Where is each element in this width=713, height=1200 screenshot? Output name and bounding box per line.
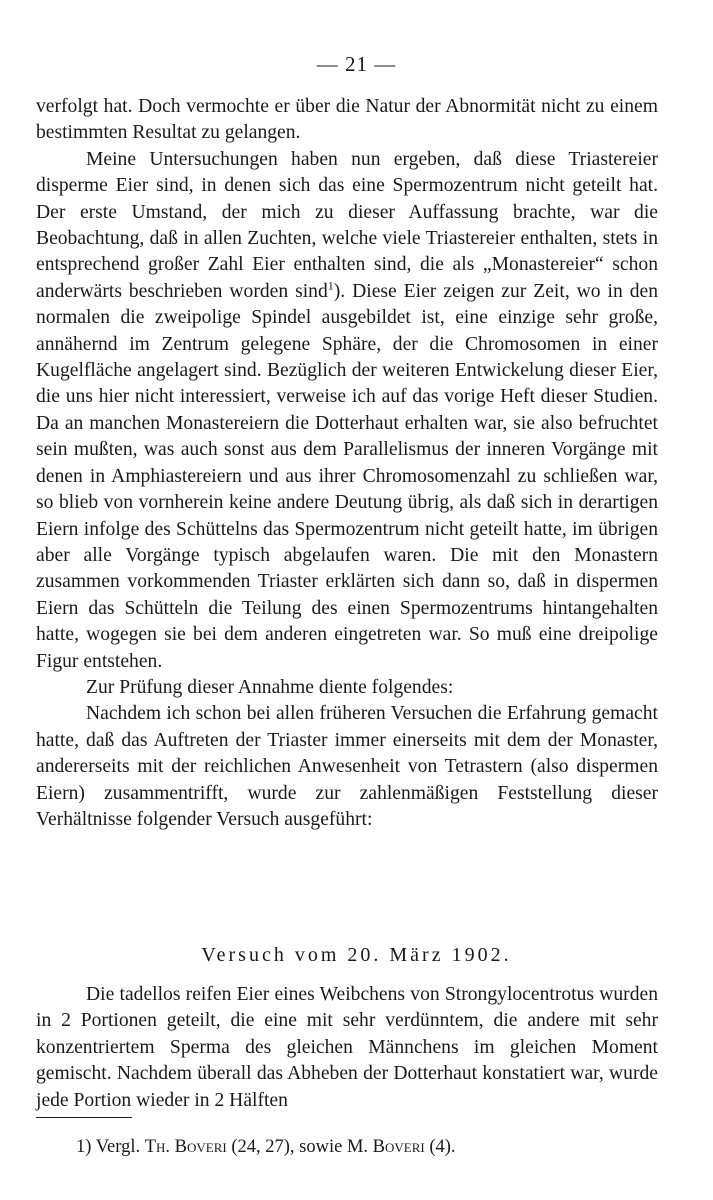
paragraph: Nachdem ich schon bei allen früheren Versuchen die Erfahrung gemacht hatte, daß das Auftreten der Triaster immer einerseits mit dem der Monaster, andererseits mit der reichlichen Anwesenheit von Tetrastern (also dispermen Eiern) zusammentrifft, wurde zur zahlenmäßigen Feststellung dieser Verhältnisse folgender Versuch ausgeführt: xyxy=(36,703,658,830)
footnote-text: Vergl. xyxy=(95,1137,141,1157)
page-number: — 21 — xyxy=(316,52,397,76)
main-text xyxy=(36,94,658,833)
paragraph-text: Meine Untersuchungen haben nun ergeben, daß diese Triastereier disperme Eier sind, in denen sich das eine Spermozentrum nicht geteilt hat. Der erste Umstand, der mich zu dieser Auffassung brachte, war die Beobachtung, daß in allen Zuchten, welche viele Triastereier enthalten, stets in entsprechend großer Zahl Eier enthalten sind, die als „Monastereier“ schon anderwärts beschrieben worden sind xyxy=(36,148,658,302)
footnote-author: Boveri xyxy=(372,1137,425,1157)
footnote-author: Boveri xyxy=(174,1137,227,1157)
footnote-marker: 1 xyxy=(327,278,334,293)
footnote-author-initial: Th. xyxy=(144,1137,171,1157)
paragraph-text: ). Diese Eier zeigen zur Zeit, wo in den normalen die zweipolige Spindel ausgebildet ist, eine einzige sehr große, annähernd im Zentrum gelegene Sphäre, der die Chromosomen in einer Kugelfläche angelagert sind. Bezüglich der weiteren Entwickelung dieser Eier, die uns hier nicht interessiert, verweise ich auf das vorige Heft dieser Studien. Da an manchen Monastereiern die Dotterhaut erhalten war, sie also befruchtet sein mußten, was auch sonst aus dem Parallelismus der inneren Vorgänge mit denen in Amphiastereiern und aus ihrer Chromosomenzahl zu schließen war, so blieb von vornherein keine andere Deutung übrig, als daß sich in derartigen Eiern infolge des Schüttelns das Spermozentrum nicht geteilt hatte, im übrigen aber alle Vorgänge typisch abgelaufen waren. Die mit den Monastern zusammen vorkommenden Triaster erklärten sich dann so, daß in dispermen Eiern das Schütteln die Teilung des einen Spermozentrums hintangehalten hatte, wogegen sie bei dem anderen eingetreten war. So muß eine dreipolige Figur entstehen. xyxy=(36,280,659,672)
paragraph: Zur Prüfung dieser Annahme diente folgendes: xyxy=(86,676,454,698)
section-heading: Versuch vom 20. März 1902. xyxy=(201,944,512,966)
main-text-continued xyxy=(36,982,658,1114)
paragraph: verfolgt hat. Doch vermochte er über die Natur der Abnormität nicht zu einem bestimmten Resultat zu gelangen. xyxy=(36,96,658,144)
footnote-text: (24, 27), sowie M. xyxy=(231,1137,369,1157)
footnote-text: (4). xyxy=(429,1137,456,1157)
footnote xyxy=(76,1136,456,1158)
paragraph: Die tadellos reifen Eier eines Weibchens von Strongylocentrotus wurden in 2 Portionen geteilt, die eine mit sehr verdünntem, die andere mit sehr konzentriertem Sperma des gleichen Männchens im gleichen Moment gemischt. Nachdem überall das Abheben der Dotterhaut konstatiert war, wurde jede Portion wieder in 2 Hälften xyxy=(36,984,658,1111)
footnote-divider xyxy=(36,1117,132,1118)
footnote-number: 1) xyxy=(76,1137,92,1157)
paragraph xyxy=(36,147,658,675)
